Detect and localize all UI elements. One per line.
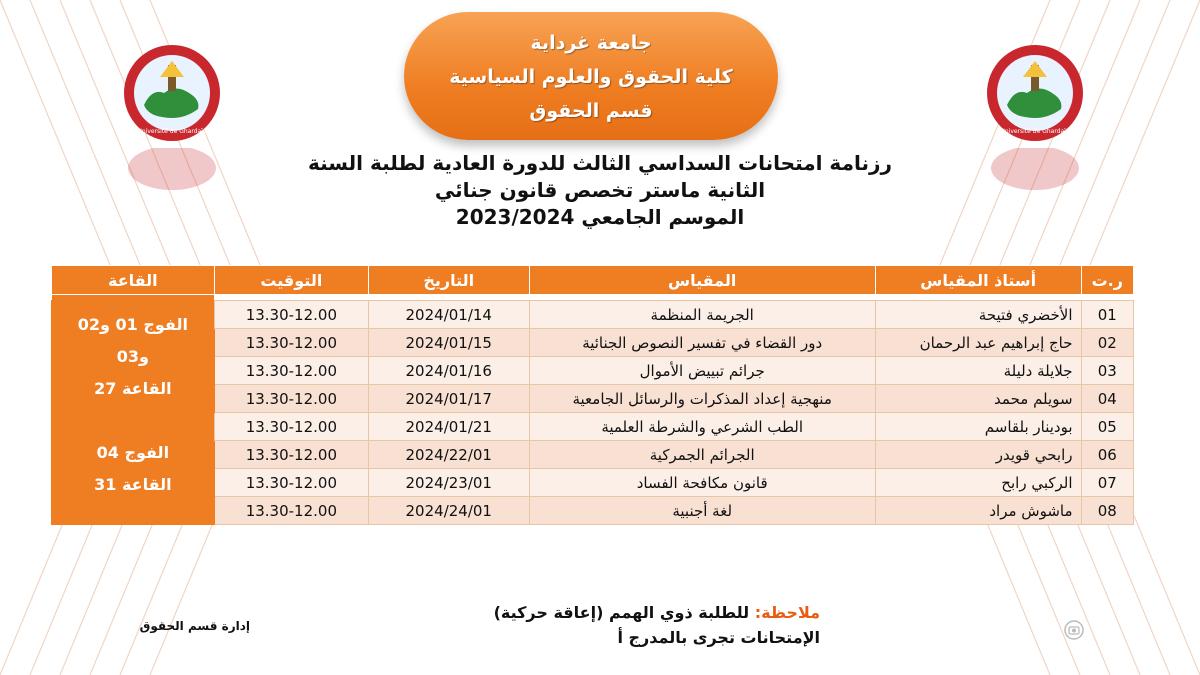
row-date: 2024/22/01: [368, 441, 529, 469]
header-banner: [404, 12, 778, 140]
row-prof: حاج إبراهيم عبد الرحمان: [875, 329, 1081, 357]
hall-group-1-line-2: و03: [116, 346, 149, 366]
watermark-icon: [1064, 620, 1084, 640]
hall-group-1-line-1: الفوج 01 و02: [77, 314, 188, 334]
seal-reflection: [122, 148, 222, 218]
accessibility-note: [420, 600, 820, 650]
row-subject: الطب الشرعي والشرطة العلمية: [529, 413, 875, 441]
row-date: 2024/01/16: [368, 357, 529, 385]
row-prof: جلايلة دليلة: [875, 357, 1081, 385]
row-num: 03: [1081, 357, 1133, 385]
header-subject: المقياس: [529, 266, 875, 295]
row-subject: دور القضاء في تفسير النصوص الجنائية: [529, 329, 875, 357]
header-hall: القاعة: [52, 266, 215, 295]
row-prof: بودينار بلقاسم: [875, 413, 1081, 441]
table-row: [52, 357, 1134, 385]
row-subject: الجرائم الجمركية: [529, 441, 875, 469]
header-num: ر.ت: [1081, 266, 1133, 295]
row-time: 13.30-12.00: [214, 469, 368, 497]
title-line-3: الموسم الجامعي 2023/2024: [455, 205, 745, 229]
seal-text: Université de Ghardaïa: [1000, 128, 1070, 135]
row-subject: قانون مكافحة الفساد: [529, 469, 875, 497]
note-label: ملاحظة:: [754, 603, 820, 622]
row-subject: منهجية إعداد المذكرات والرسائل الجامعية: [529, 385, 875, 413]
row-date: 2024/24/01: [368, 497, 529, 525]
table-row: [52, 329, 1134, 357]
row-prof: ماشوش مراد: [875, 497, 1081, 525]
table-row: [52, 385, 1134, 413]
seal-reflection: [985, 148, 1085, 218]
table-row: [52, 497, 1134, 525]
row-time: 13.30-12.00: [214, 413, 368, 441]
hall-group-2: [52, 413, 215, 525]
row-num: 01: [1081, 301, 1133, 329]
header-date: التاريخ: [368, 266, 529, 295]
row-time: 13.30-12.00: [214, 329, 368, 357]
row-num: 05: [1081, 413, 1133, 441]
hall-group-1-line-3: القاعة 27: [94, 378, 172, 398]
row-num: 06: [1081, 441, 1133, 469]
row-num: 08: [1081, 497, 1133, 525]
row-time: 13.30-12.00: [214, 301, 368, 329]
row-prof: رابحي قويدر: [875, 441, 1081, 469]
table-row: [52, 301, 1134, 329]
note-line-1: للطلبة ذوي الهمم (إعاقة حركية): [493, 603, 750, 622]
row-num: 07: [1081, 469, 1133, 497]
table-row: [52, 441, 1134, 469]
title-line-1: رزنامة امتحانات السداسي الثالث للدورة العادية لطلبة السنة: [308, 151, 892, 175]
university-name: جامعة غرداية: [530, 32, 652, 54]
row-subject: لغة أجنبية: [529, 497, 875, 525]
row-date: 2024/01/15: [368, 329, 529, 357]
row-subject: جرائم تبييض الأموال: [529, 357, 875, 385]
hall-group-1: [52, 301, 215, 413]
row-num: 04: [1081, 385, 1133, 413]
row-date: 2024/01/14: [368, 301, 529, 329]
row-time: 13.30-12.00: [214, 385, 368, 413]
department-name: قسم الحقوق: [529, 100, 653, 122]
row-time: 13.30-12.00: [214, 441, 368, 469]
header-time: التوقيت: [214, 266, 368, 295]
table-row: [52, 413, 1134, 441]
row-prof: الأخضري فتيحة: [875, 301, 1081, 329]
note-line-2: الإمتحانات تجرى بالمدرج أ: [617, 628, 820, 647]
row-time: 13.30-12.00: [214, 357, 368, 385]
table-header-row: [52, 266, 1134, 295]
seal-text: Université de Ghardaïa: [137, 128, 207, 135]
row-num: 02: [1081, 329, 1133, 357]
page-title: [300, 150, 900, 231]
row-date: 2024/23/01: [368, 469, 529, 497]
faculty-name: كلية الحقوق والعلوم السياسية: [449, 66, 733, 88]
hall-group-2-line-1: الفوج 04: [96, 442, 170, 462]
hall-group-2-line-2: القاعة 31: [94, 474, 172, 494]
row-prof: سويلم محمد: [875, 385, 1081, 413]
row-date: 2024/01/21: [368, 413, 529, 441]
row-subject: الجريمة المنظمة: [529, 301, 875, 329]
exam-schedule-table: [51, 265, 1134, 525]
row-time: 13.30-12.00: [214, 497, 368, 525]
university-seal-icon: [122, 43, 222, 143]
row-date: 2024/01/17: [368, 385, 529, 413]
department-signature: إدارة قسم الحقوق: [139, 619, 250, 633]
row-prof: الركبي رابح: [875, 469, 1081, 497]
title-line-2: الثانية ماستر تخصص قانون جنائي: [434, 178, 766, 202]
university-seal-icon: [985, 43, 1085, 143]
header-prof: أستاذ المقياس: [875, 266, 1081, 295]
table-row: [52, 469, 1134, 497]
